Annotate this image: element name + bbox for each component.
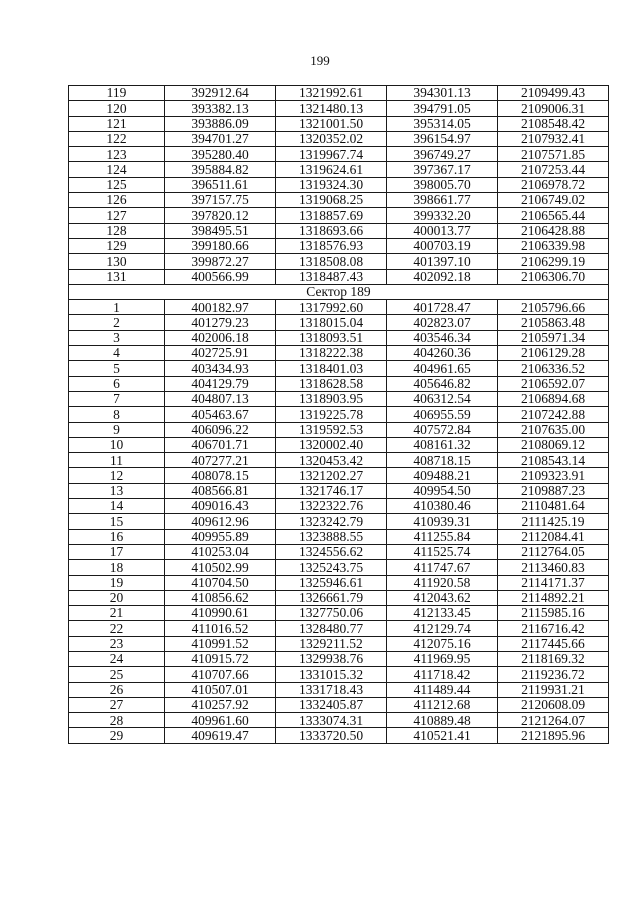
table-row (69, 131, 609, 146)
point-number-cell: 18 (69, 560, 165, 575)
coordinate-cell: 2108548.42 (498, 116, 609, 131)
coordinate-cell: 2112764.05 (498, 544, 609, 559)
table-row (69, 315, 609, 330)
table-row (69, 116, 609, 131)
coordinate-cell: 1321992.61 (276, 86, 387, 101)
coordinate-cell: 2119931.21 (498, 682, 609, 697)
coordinate-cell: 408718.15 (387, 453, 498, 468)
coordinate-cell: 404807.13 (165, 391, 276, 406)
coordinate-cell: 411525.74 (387, 544, 498, 559)
coordinate-cell: 1324556.62 (276, 544, 387, 559)
coordinate-cell: 2109006.31 (498, 101, 609, 116)
point-number-cell: 122 (69, 131, 165, 146)
coordinate-cell: 405463.67 (165, 407, 276, 422)
coordinate-cell: 411212.68 (387, 697, 498, 712)
coordinate-cell: 393382.13 (165, 101, 276, 116)
point-number-cell: 16 (69, 529, 165, 544)
coordinate-cell: 409488.21 (387, 468, 498, 483)
coordinate-cell: 2106978.72 (498, 177, 609, 192)
coordinate-cell: 412075.16 (387, 636, 498, 651)
coordinate-cell: 399872.27 (165, 254, 276, 269)
point-number-cell: 129 (69, 238, 165, 253)
coordinate-cell: 1320352.02 (276, 131, 387, 146)
coordinate-cell: 400013.77 (387, 223, 498, 238)
point-number-cell: 5 (69, 361, 165, 376)
coordinate-cell: 2107242.88 (498, 407, 609, 422)
coordinate-cell: 1321480.13 (276, 101, 387, 116)
coordinate-cell: 1322322.76 (276, 499, 387, 514)
table-row (69, 728, 609, 743)
point-number-cell: 27 (69, 697, 165, 712)
coordinate-cell: 2108543.14 (498, 453, 609, 468)
coordinate-cell: 2106428.88 (498, 223, 609, 238)
table-row (69, 391, 609, 406)
coordinate-cell: 2112084.41 (498, 529, 609, 544)
table-row (69, 590, 609, 605)
point-number-cell: 123 (69, 147, 165, 162)
coordinate-cell: 395314.05 (387, 116, 498, 131)
coordinate-cell: 392912.64 (165, 86, 276, 101)
table-row (69, 621, 609, 636)
table-row (69, 437, 609, 452)
point-number-cell: 20 (69, 590, 165, 605)
table-row (69, 667, 609, 682)
point-number-cell: 23 (69, 636, 165, 651)
point-number-cell: 126 (69, 193, 165, 208)
coordinate-cell: 1319225.78 (276, 407, 387, 422)
coordinate-cell: 2107635.00 (498, 422, 609, 437)
point-number-cell: 125 (69, 177, 165, 192)
coordinate-cell: 1329938.76 (276, 651, 387, 666)
table-row (69, 162, 609, 177)
coordinate-cell: 1320002.40 (276, 437, 387, 452)
coordinate-cell: 2106339.98 (498, 238, 609, 253)
point-number-cell: 130 (69, 254, 165, 269)
coordinate-cell: 2114171.37 (498, 575, 609, 590)
point-number-cell: 11 (69, 453, 165, 468)
point-number-cell: 4 (69, 346, 165, 361)
coordinate-cell: 2121264.07 (498, 713, 609, 728)
point-number-cell: 8 (69, 407, 165, 422)
point-number-cell: 7 (69, 391, 165, 406)
coordinate-cell: 404260.36 (387, 346, 498, 361)
coordinate-cell: 409955.89 (165, 529, 276, 544)
table-row (69, 300, 609, 315)
coordinate-cell: 409612.96 (165, 514, 276, 529)
coordinate-cell: 1321746.17 (276, 483, 387, 498)
coordinate-cell: 408078.15 (165, 468, 276, 483)
coordinate-cell: 410257.92 (165, 697, 276, 712)
coordinate-cell: 1318903.95 (276, 391, 387, 406)
coordinate-cell: 1318576.93 (276, 238, 387, 253)
coordinate-cell: 402092.18 (387, 269, 498, 284)
coordinate-cell: 409016.43 (165, 499, 276, 514)
coordinate-cell: 402006.18 (165, 330, 276, 345)
point-number-cell: 119 (69, 86, 165, 101)
coordinate-cell: 1318015.04 (276, 315, 387, 330)
coordinate-cell: 401397.10 (387, 254, 498, 269)
coordinate-cell: 1331015.32 (276, 667, 387, 682)
table-row (69, 223, 609, 238)
coordinate-cell: 410521.41 (387, 728, 498, 743)
coordinate-cell: 1318508.08 (276, 254, 387, 269)
coordinate-cell: 1321202.27 (276, 468, 387, 483)
coordinate-cell: 402725.91 (165, 346, 276, 361)
coordinate-cell: 2106336.52 (498, 361, 609, 376)
coordinate-cell: 2106306.70 (498, 269, 609, 284)
point-number-cell: 17 (69, 544, 165, 559)
table-row (69, 529, 609, 544)
coordinate-cell: 410990.61 (165, 606, 276, 621)
table-row (69, 499, 609, 514)
point-number-cell: 121 (69, 116, 165, 131)
coordinate-cell: 2107571.85 (498, 147, 609, 162)
table-row (69, 346, 609, 361)
coordinate-cell: 2115985.16 (498, 606, 609, 621)
coordinate-cell: 1320453.42 (276, 453, 387, 468)
table-row (69, 208, 609, 223)
table-body-before (69, 86, 609, 285)
coordinate-cell: 409954.50 (387, 483, 498, 498)
point-number-cell: 22 (69, 621, 165, 636)
point-number-cell: 9 (69, 422, 165, 437)
table-row (69, 147, 609, 162)
coordinate-cell: 1319624.61 (276, 162, 387, 177)
table-row (69, 101, 609, 116)
point-number-cell: 6 (69, 376, 165, 391)
coordinate-cell: 404129.79 (165, 376, 276, 391)
table-body-after (69, 300, 609, 744)
coordinate-cell: 408161.32 (387, 437, 498, 452)
point-number-cell: 25 (69, 667, 165, 682)
coordinate-cell: 404961.65 (387, 361, 498, 376)
coordinate-cell: 394791.05 (387, 101, 498, 116)
point-number-cell: 29 (69, 728, 165, 743)
coordinate-cell: 398661.77 (387, 193, 498, 208)
table-row (69, 560, 609, 575)
point-number-cell: 10 (69, 437, 165, 452)
coordinate-cell: 2105863.48 (498, 315, 609, 330)
coordinate-cell: 2106129.28 (498, 346, 609, 361)
section-title: Сектор 189 (69, 284, 609, 299)
coordinate-cell: 412133.45 (387, 606, 498, 621)
coordinate-cell: 2116716.42 (498, 621, 609, 636)
coordinate-cell: 393886.09 (165, 116, 276, 131)
coordinate-cell: 2106894.68 (498, 391, 609, 406)
coordinate-cell: 1318693.66 (276, 223, 387, 238)
section-row (69, 284, 609, 299)
coordinate-cell: 410707.66 (165, 667, 276, 682)
coordinate-cell: 2107253.44 (498, 162, 609, 177)
coordinate-cell: 406312.54 (387, 391, 498, 406)
table-row (69, 376, 609, 391)
coordinate-cell: 1332405.87 (276, 697, 387, 712)
point-number-cell: 1 (69, 300, 165, 315)
table-row (69, 422, 609, 437)
point-number-cell: 3 (69, 330, 165, 345)
table-row (69, 682, 609, 697)
coordinate-cell: 1318093.51 (276, 330, 387, 345)
table-row (69, 514, 609, 529)
table-row (69, 483, 609, 498)
coordinate-cell: 406096.22 (165, 422, 276, 437)
coordinate-cell: 1321001.50 (276, 116, 387, 131)
coordinate-cell: 2119236.72 (498, 667, 609, 682)
coordinate-cell: 1319068.25 (276, 193, 387, 208)
point-number-cell: 2 (69, 315, 165, 330)
coordinate-cell: 411969.95 (387, 651, 498, 666)
coordinate-cell: 1333074.31 (276, 713, 387, 728)
point-number-cell: 120 (69, 101, 165, 116)
table-row (69, 86, 609, 101)
coordinates-table (68, 85, 609, 744)
coordinate-cell: 1319324.30 (276, 177, 387, 192)
coordinate-cell: 1319967.74 (276, 147, 387, 162)
table-row (69, 330, 609, 345)
table-row (69, 361, 609, 376)
coordinate-cell: 395280.40 (165, 147, 276, 162)
table-row (69, 713, 609, 728)
coordinate-cell: 399332.20 (387, 208, 498, 223)
table-row (69, 238, 609, 253)
coordinate-cell: 400566.99 (165, 269, 276, 284)
coordinate-cell: 1318222.38 (276, 346, 387, 361)
coordinate-cell: 402823.07 (387, 315, 498, 330)
coordinate-cell: 1318857.69 (276, 208, 387, 223)
coordinate-cell: 2109499.43 (498, 86, 609, 101)
coordinate-cell: 2107932.41 (498, 131, 609, 146)
coordinate-cell: 2120608.09 (498, 697, 609, 712)
point-number-cell: 14 (69, 499, 165, 514)
table-row (69, 651, 609, 666)
coordinate-cell: 1327750.06 (276, 606, 387, 621)
table-row (69, 636, 609, 651)
coordinate-cell: 401279.23 (165, 315, 276, 330)
coordinate-cell: 394301.13 (387, 86, 498, 101)
coordinate-cell: 1333720.50 (276, 728, 387, 743)
coordinate-cell: 396154.97 (387, 131, 498, 146)
coordinate-cell: 1323888.55 (276, 529, 387, 544)
coordinate-cell: 403434.93 (165, 361, 276, 376)
coordinate-cell: 398005.70 (387, 177, 498, 192)
point-number-cell: 28 (69, 713, 165, 728)
point-number-cell: 124 (69, 162, 165, 177)
coordinate-cell: 403546.34 (387, 330, 498, 345)
coordinate-cell: 410704.50 (165, 575, 276, 590)
coordinate-cell: 406701.71 (165, 437, 276, 452)
coordinate-cell: 410502.99 (165, 560, 276, 575)
coordinate-cell: 1325243.75 (276, 560, 387, 575)
point-number-cell: 21 (69, 606, 165, 621)
coordinate-cell: 411489.44 (387, 682, 498, 697)
coordinate-cell: 1323242.79 (276, 514, 387, 529)
coordinate-cell: 2114892.21 (498, 590, 609, 605)
coordinate-cell: 1317992.60 (276, 300, 387, 315)
coordinate-cell: 1318487.43 (276, 269, 387, 284)
page-number: 199 (310, 53, 330, 68)
coordinate-cell: 396749.27 (387, 147, 498, 162)
coordinate-cell: 2118169.32 (498, 651, 609, 666)
table-row (69, 575, 609, 590)
table-row (69, 407, 609, 422)
coordinate-cell: 2111425.19 (498, 514, 609, 529)
table-row (69, 177, 609, 192)
coordinate-cell: 2106749.02 (498, 193, 609, 208)
coordinate-cell: 410856.62 (165, 590, 276, 605)
coordinate-cell: 410380.46 (387, 499, 498, 514)
coordinate-cell: 2109887.23 (498, 483, 609, 498)
coordinate-cell: 1328480.77 (276, 621, 387, 636)
coordinate-cell: 1331718.43 (276, 682, 387, 697)
coordinate-cell: 394701.27 (165, 131, 276, 146)
point-number-cell: 15 (69, 514, 165, 529)
coordinate-cell: 400182.97 (165, 300, 276, 315)
coordinate-cell: 395884.82 (165, 162, 276, 177)
coordinate-cell: 2121895.96 (498, 728, 609, 743)
coordinate-cell: 397367.17 (387, 162, 498, 177)
table-row (69, 697, 609, 712)
point-number-cell: 19 (69, 575, 165, 590)
coordinate-cell: 412129.74 (387, 621, 498, 636)
coordinate-cell: 411747.67 (387, 560, 498, 575)
coordinate-cell: 2110481.64 (498, 499, 609, 514)
point-number-cell: 12 (69, 468, 165, 483)
coordinate-cell: 2106565.44 (498, 208, 609, 223)
coordinate-cell: 2106299.19 (498, 254, 609, 269)
coordinate-cell: 2105971.34 (498, 330, 609, 345)
coordinate-cell: 410939.31 (387, 514, 498, 529)
coordinate-cell: 397157.75 (165, 193, 276, 208)
coordinate-cell: 410253.04 (165, 544, 276, 559)
section-header (69, 284, 609, 299)
table-row (69, 193, 609, 208)
coordinate-cell: 2113460.83 (498, 560, 609, 575)
coordinate-cell: 399180.66 (165, 238, 276, 253)
coordinate-cell: 1318628.58 (276, 376, 387, 391)
coordinate-cell: 411255.84 (387, 529, 498, 544)
coordinate-cell: 411920.58 (387, 575, 498, 590)
coordinate-cell: 1325946.61 (276, 575, 387, 590)
coordinate-cell: 397820.12 (165, 208, 276, 223)
coordinate-cell: 2109323.91 (498, 468, 609, 483)
coordinate-cell: 407277.21 (165, 453, 276, 468)
coordinate-cell: 412043.62 (387, 590, 498, 605)
coordinate-cell: 2117445.66 (498, 636, 609, 651)
table-row (69, 468, 609, 483)
coordinate-cell: 410991.52 (165, 636, 276, 651)
coordinate-cell: 411016.52 (165, 621, 276, 636)
coordinate-cell: 405646.82 (387, 376, 498, 391)
coordinate-cell: 1326661.79 (276, 590, 387, 605)
coordinate-cell: 2106592.07 (498, 376, 609, 391)
coordinate-cell: 410915.72 (165, 651, 276, 666)
point-number-cell: 127 (69, 208, 165, 223)
table-row (69, 544, 609, 559)
table-row (69, 453, 609, 468)
coordinate-cell: 1319592.53 (276, 422, 387, 437)
coordinate-cell: 410889.48 (387, 713, 498, 728)
coordinate-cell: 409619.47 (165, 728, 276, 743)
coordinate-cell: 408566.81 (165, 483, 276, 498)
coordinate-cell: 401728.47 (387, 300, 498, 315)
point-number-cell: 24 (69, 651, 165, 666)
point-number-cell: 131 (69, 269, 165, 284)
coordinate-cell: 407572.84 (387, 422, 498, 437)
coordinate-cell: 1318401.03 (276, 361, 387, 376)
point-number-cell: 13 (69, 483, 165, 498)
table-row (69, 269, 609, 284)
table-row (69, 254, 609, 269)
coordinate-cell: 2108069.12 (498, 437, 609, 452)
coordinate-cell: 396511.61 (165, 177, 276, 192)
coordinate-cell: 400703.19 (387, 238, 498, 253)
coordinate-cell: 2105796.66 (498, 300, 609, 315)
coordinate-cell: 411718.42 (387, 667, 498, 682)
coordinate-cell: 410507.01 (165, 682, 276, 697)
coordinate-cell: 406955.59 (387, 407, 498, 422)
coordinate-cell: 1329211.52 (276, 636, 387, 651)
point-number-cell: 128 (69, 223, 165, 238)
coordinate-cell: 409961.60 (165, 713, 276, 728)
coordinate-cell: 398495.51 (165, 223, 276, 238)
point-number-cell: 26 (69, 682, 165, 697)
table-row (69, 606, 609, 621)
